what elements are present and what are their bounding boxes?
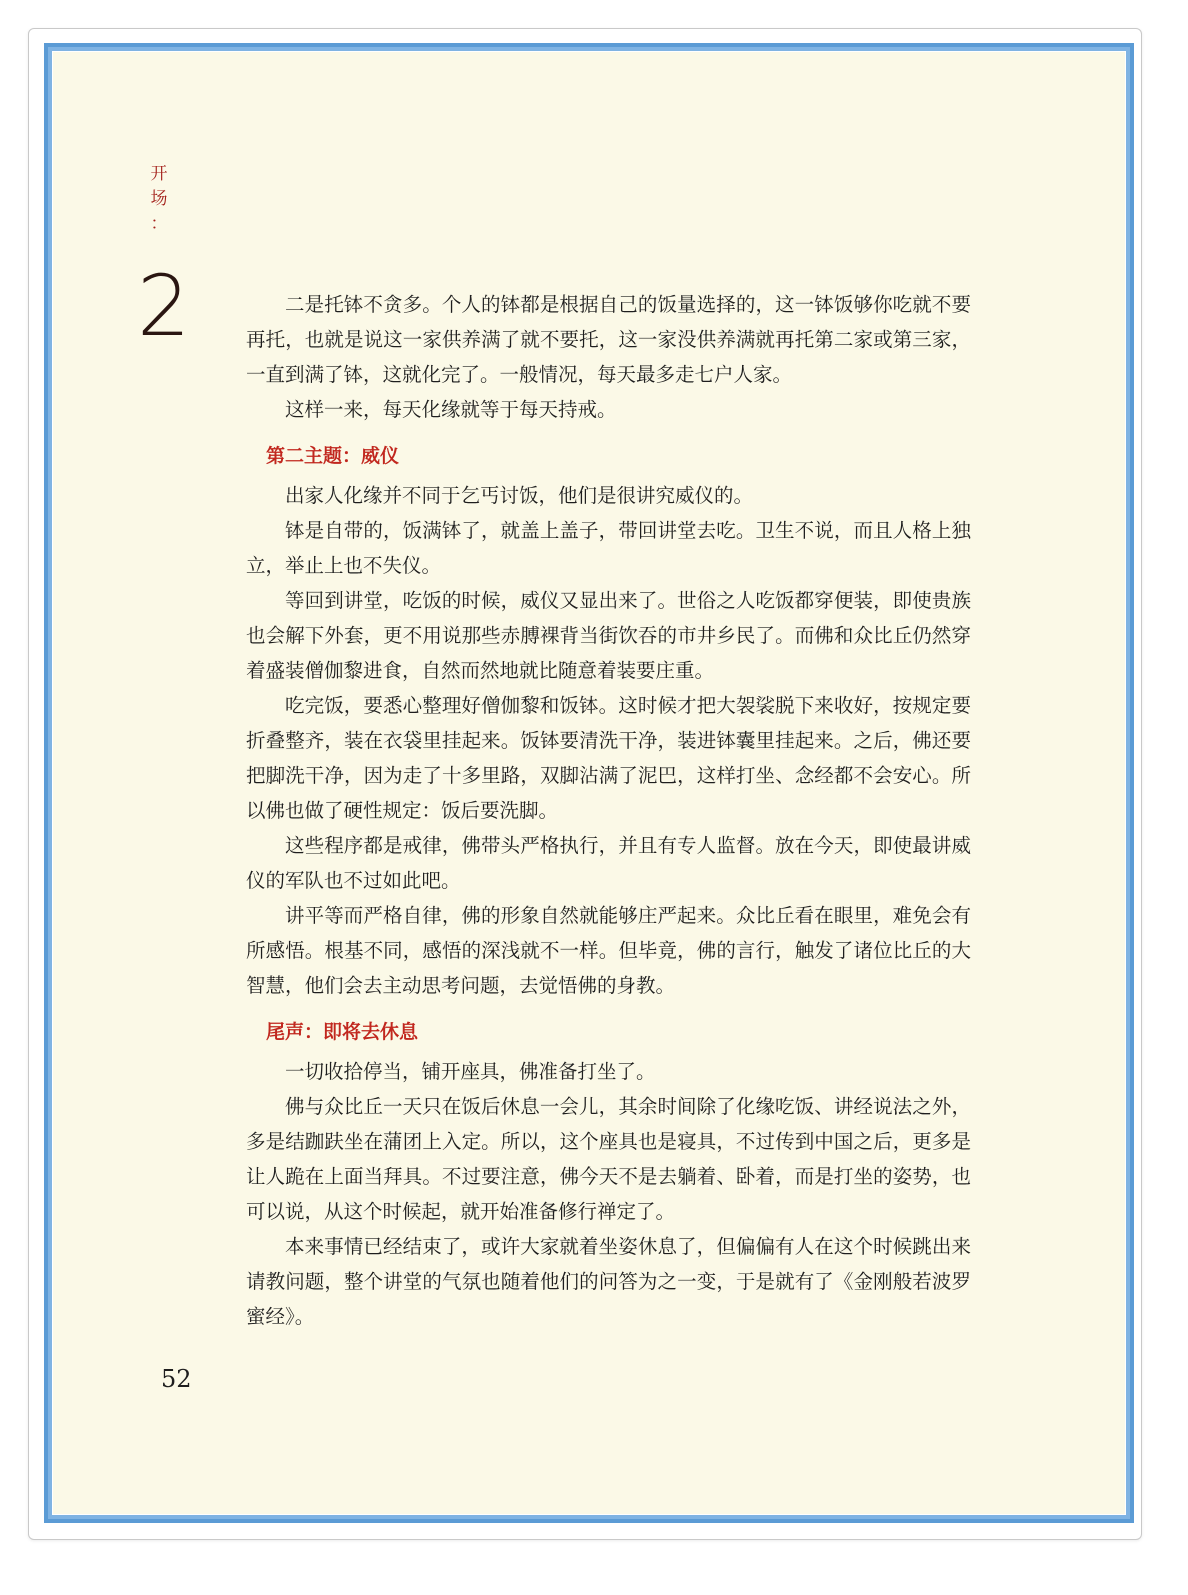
paragraph: 钵是自带的，饭满钵了，就盖上盖子，带回讲堂去吃。卫生不说，而且人格上独立，举止上也不失仪。 — [246, 519, 971, 577]
paragraph: 一切收拾停当，铺开座具，佛准备打坐了。 — [285, 1060, 656, 1083]
page-body — [246, 287, 971, 1334]
side-label-char: ： — [150, 214, 168, 234]
paragraph: 这样一来，每天化缘就等于每天持戒。 — [285, 398, 617, 421]
paragraph: 这些程序都是戒律，佛带头严格执行，并且有专人监督。放在今天，即使最讲威仪的军队也不过如此吧。 — [246, 834, 971, 892]
paragraph: 佛与众比丘一天只在饭后休息一会儿，其余时间除了化缘吃饭、讲经说法之外，多是结跏趺坐在蒲团上入定。所以，这个座具也是寝具，不过传到中国之后，更多是让人跪在上面当拜具。不过要注意，佛今天不是去躺着、卧着，而是打坐的姿势，也可以说，从这个时候起，就开始准备修行禅定了。 — [246, 1095, 971, 1223]
side-label-char: 场 — [150, 189, 168, 209]
side-label-char: 开 — [150, 164, 168, 184]
paragraph: 吃完饭，要悉心整理好僧伽黎和饭钵。这时候才把大袈裟脱下来收好，按规定要折叠整齐，装在衣袋里挂起来。饭钵要清洗干净，装进钵囊里挂起来。之后，佛还要把脚洗干净，因为走了十多里路，双脚沾满了泥巴，这样打坐、念经都不会安心。所以佛也做了硬性规定：饭后要洗脚。 — [246, 694, 971, 822]
side-section-label — [149, 162, 169, 237]
section-heading-weiyi: 第二主题：威仪 — [266, 445, 400, 467]
section-heading-epilogue: 尾声：即将去休息 — [266, 1021, 419, 1043]
chapter-number: 2 — [137, 257, 191, 355]
paragraph: 出家人化缘并不同于乞丐讨饭，他们是很讲究威仪的。 — [285, 484, 754, 507]
paragraph: 等回到讲堂，吃饭的时候，威仪又显出来了。世俗之人吃饭都穿便装，即使贵族也会解下外套，更不用说那些赤膊裸背当街饮吞的市井乡民了。而佛和众比丘仍然穿着盛装僧伽黎进食，自然而然地就比随意着装要庄重。 — [246, 589, 971, 682]
paragraph: 本来事情已经结束了，或许大家就着坐姿休息了，但偏偏有人在这个时候跳出来请教问题，整个讲堂的气氛也随着他们的问答为之一变，于是就有了《金刚般若波罗蜜经》。 — [246, 1235, 971, 1328]
page-frame — [44, 43, 1134, 1523]
paragraph: 讲平等而严格自律，佛的形象自然就能够庄严起来。众比丘看在眼里，难免会有所感悟。根基不同，感悟的深浅就不一样。但毕竟，佛的言行，触发了诸位比丘的大智慧，他们会去主动思考问题，去觉悟佛的身教。 — [246, 904, 971, 997]
paragraph: 二是托钵不贪多。个人的钵都是根据自己的饭量选择的，这一钵饭够你吃就不要再托，也就是说这一家供养满了就不要托，这一家没供养满就再托第二家或第三家，一直到满了钵，这就化完了。一般情况，每天最多走七户人家。 — [246, 293, 971, 386]
page-number: 52 — [161, 1365, 192, 1393]
book-page — [52, 51, 1126, 1515]
